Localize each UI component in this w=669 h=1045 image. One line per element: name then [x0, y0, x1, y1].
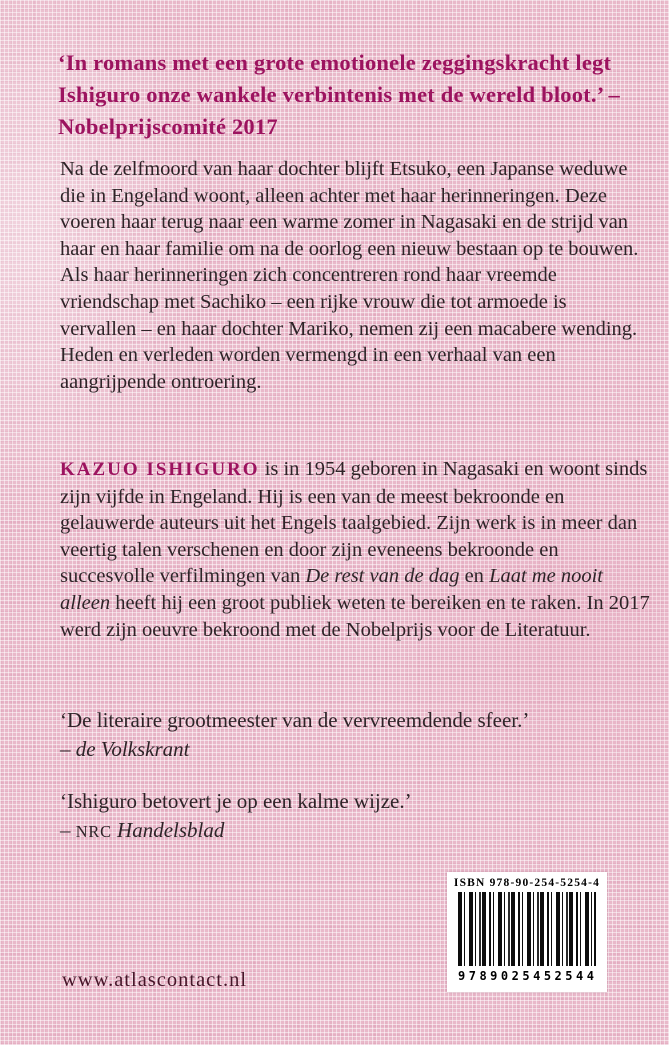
press-source-name: de Volkskrant: [75, 737, 190, 761]
barcode-digit-group: 789025: [468, 969, 534, 983]
book-title-de-rest-van-de-dag: De rest van de dag: [305, 565, 460, 588]
author-bio: [60, 456, 652, 643]
publisher-website: www.atlascontact.nl: [62, 969, 248, 991]
press-source-name-smallcaps: NRC: [75, 822, 112, 841]
press-quote-volkskrant: [60, 706, 640, 764]
barcode-digit-group: 452544: [533, 969, 598, 983]
press-quote-text: ‘Ishiguro betovert je op een kalme wijze.’: [60, 789, 412, 813]
press-quote-attribution: [60, 735, 640, 764]
author-name: KAZUO ISHIGURO: [60, 459, 260, 480]
attribution-dash: –: [60, 818, 71, 842]
barcode-bars: [458, 892, 596, 966]
barcode-digits-row: [458, 966, 596, 986]
book-title-laat-me-nooit-alleen: Laat me nooit alleen: [60, 565, 603, 614]
press-source-name: Handelsblad: [117, 818, 225, 842]
synopsis-paragraph: Na de zelfmoord van haar dochter blijft Etsuko, een Japanse weduwe die in Engeland woont, alleen achter met haar herinneringen. Deze voeren haar terug naar een warme zomer in Nagasaki en de strijd van haar en haar familie om na de oorlog een nieuw bestaan op te bouwen. Als haar herinneringen zich concentreren rond haar vreemde vriendschap met Sachiko – een rijke vrouw die tot armoede is vervallen – en haar dochter Mariko, nemen zij een macabere wending. Heden en verleden worden vermengd in een verhaal van een aangrijpende ontroering.: [60, 158, 639, 393]
nobel-committee-quote: ‘In romans met een grote emotionele zeggingskracht legt Ishiguro onze wankele verbintenis met de wereld bloot.’ – Nobelprijscomité 2017: [58, 50, 621, 139]
bio-text: is in 1954 geboren in Nagasaki en woont sinds zijn vijfde in Engeland. Hij is een van de meest bekroonde en gelauwerde auteurs uit het Engels taalgebied. Zijn werk is in meer dan veertig talen verschenen en door zijn eveneens bekroonde en succesvolle verfilmingen van: [60, 458, 648, 588]
press-quote-attribution: [60, 816, 640, 846]
bio-text: heeft hij een groot publiek weten te bereiken en te raken. In 2017 werd zijn oeuvre bekroond met de Nobelprijs voor de Literatuur.: [60, 591, 650, 641]
barcode-box: [447, 872, 607, 992]
isbn-label: ISBN 978-90-254-5254-4: [453, 877, 601, 889]
press-quote-nrc: [60, 787, 640, 846]
bio-text: en: [464, 565, 484, 588]
press-quote-text: ‘De literaire grootmeester van de vervreemdende sfeer.’: [60, 708, 530, 732]
barcode-digit-group: 9: [458, 969, 469, 983]
attribution-dash: –: [60, 737, 71, 761]
